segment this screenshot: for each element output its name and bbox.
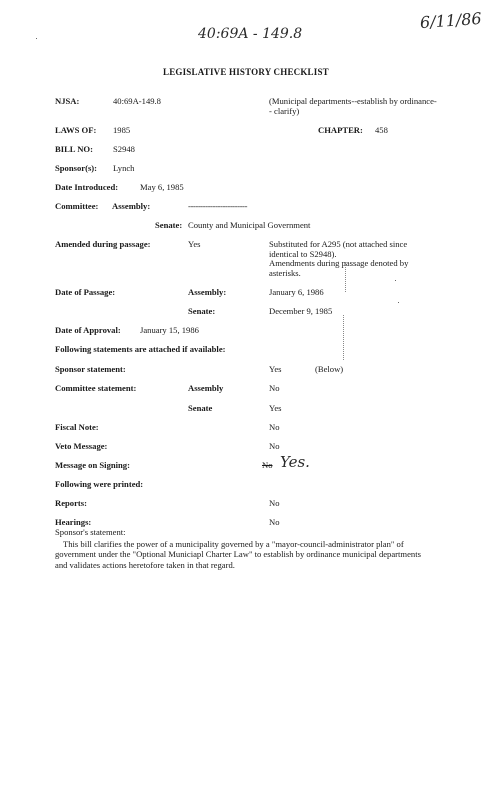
- hearings-value: No: [269, 517, 280, 527]
- following-printed-heading: Following were printed:: [55, 479, 144, 489]
- reports-label: Reports:: [55, 498, 87, 508]
- committee-statement-senate-value: Yes: [269, 403, 282, 413]
- scan-speck: [395, 280, 396, 281]
- njsa-value: 40:69A-149.8: [113, 96, 161, 106]
- committee-statement-label: Committee statement:: [55, 383, 137, 393]
- amended-note-substituted: Substituted for A295 (not attached since identical to S2948).: [269, 239, 408, 259]
- sponsor-label: Sponsor(s):: [55, 163, 98, 173]
- handwritten-statute-code: 40:69A - 149.8: [198, 26, 303, 42]
- amended-note-asterisks: Amendments during passage denoted by asterisks.: [269, 258, 409, 278]
- message-on-signing-value-struck: No: [262, 460, 273, 470]
- committee-senate-value: County and Municipal Government: [188, 220, 311, 230]
- veto-message-label: Veto Message:: [55, 441, 108, 451]
- amended-value: Yes: [188, 239, 201, 249]
- sponsor-statement-note: (Below): [315, 364, 344, 374]
- scan-artifact-line: [343, 315, 344, 360]
- scan-speck: [36, 38, 37, 39]
- scan-artifact-line: [345, 262, 346, 292]
- bill-no-value: S2948: [113, 144, 135, 154]
- message-on-signing-label: Message on Signing:: [55, 460, 130, 470]
- committee-statement-assembly-label: Assembly: [188, 383, 224, 393]
- handwritten-yes: Yes.: [280, 453, 310, 471]
- committee-label: Committee:: [55, 201, 99, 211]
- passage-senate-label: Senate:: [188, 306, 216, 316]
- committee-statement-assembly-value: No: [269, 383, 280, 393]
- page-title: LEGISLATIVE HISTORY CHECKLIST: [163, 67, 329, 77]
- chapter-value: 458: [375, 125, 388, 135]
- sponsor-value: Lynch: [113, 163, 135, 173]
- date-of-approval-value: January 15, 1986: [140, 325, 199, 335]
- committee-assembly-label: Assembly:: [112, 201, 151, 211]
- reports-value: No: [269, 498, 280, 508]
- committee-assembly-value: ------------------------: [188, 201, 248, 211]
- statement-body: This bill clarifies the power of a municipality governed by a "mayor-council-administrator plan" of government under the "Optional Municiapl Charter Law" to establish by ordinance municipal departments and validates actions heretofore taken in that regard.: [55, 539, 421, 570]
- amended-label: Amended during passage:: [55, 239, 151, 249]
- passage-assembly-value: January 6, 1986: [269, 287, 324, 297]
- passage-senate-value: December 9, 1985: [269, 306, 333, 316]
- veto-message-value: No: [269, 441, 280, 451]
- scan-speck: [398, 302, 399, 303]
- sponsor-statement-label: Sponsor statement:: [55, 364, 126, 374]
- njsa-label: NJSA:: [55, 96, 80, 106]
- following-attached-heading: Following statements are attached if available:: [55, 344, 226, 354]
- committee-senate-label: Senate:: [155, 220, 183, 230]
- fiscal-note-label: Fiscal Note:: [55, 422, 99, 432]
- date-of-approval-label: Date of Approval:: [55, 325, 121, 335]
- statement-heading: Sponsor's statement:: [55, 527, 126, 537]
- handwritten-date: 6/11/86: [419, 8, 483, 33]
- committee-statement-senate-label: Senate: [188, 403, 213, 413]
- sponsor-statement-value: Yes: [269, 364, 282, 374]
- date-of-passage-label: Date of Passage:: [55, 287, 116, 297]
- njsa-description: (Municipal departments--establish by ordinance-- clarify): [269, 96, 437, 116]
- hearings-label: Hearings:: [55, 517, 92, 527]
- laws-of-label: LAWS OF:: [55, 125, 97, 135]
- chapter-label: CHAPTER:: [318, 125, 363, 135]
- fiscal-note-value: No: [269, 422, 280, 432]
- laws-of-value: 1985: [113, 125, 131, 135]
- date-introduced-label: Date Introduced:: [55, 182, 119, 192]
- passage-assembly-label: Assembly:: [188, 287, 227, 297]
- date-introduced-value: May 6, 1985: [140, 182, 184, 192]
- bill-no-label: BILL NO:: [55, 144, 93, 154]
